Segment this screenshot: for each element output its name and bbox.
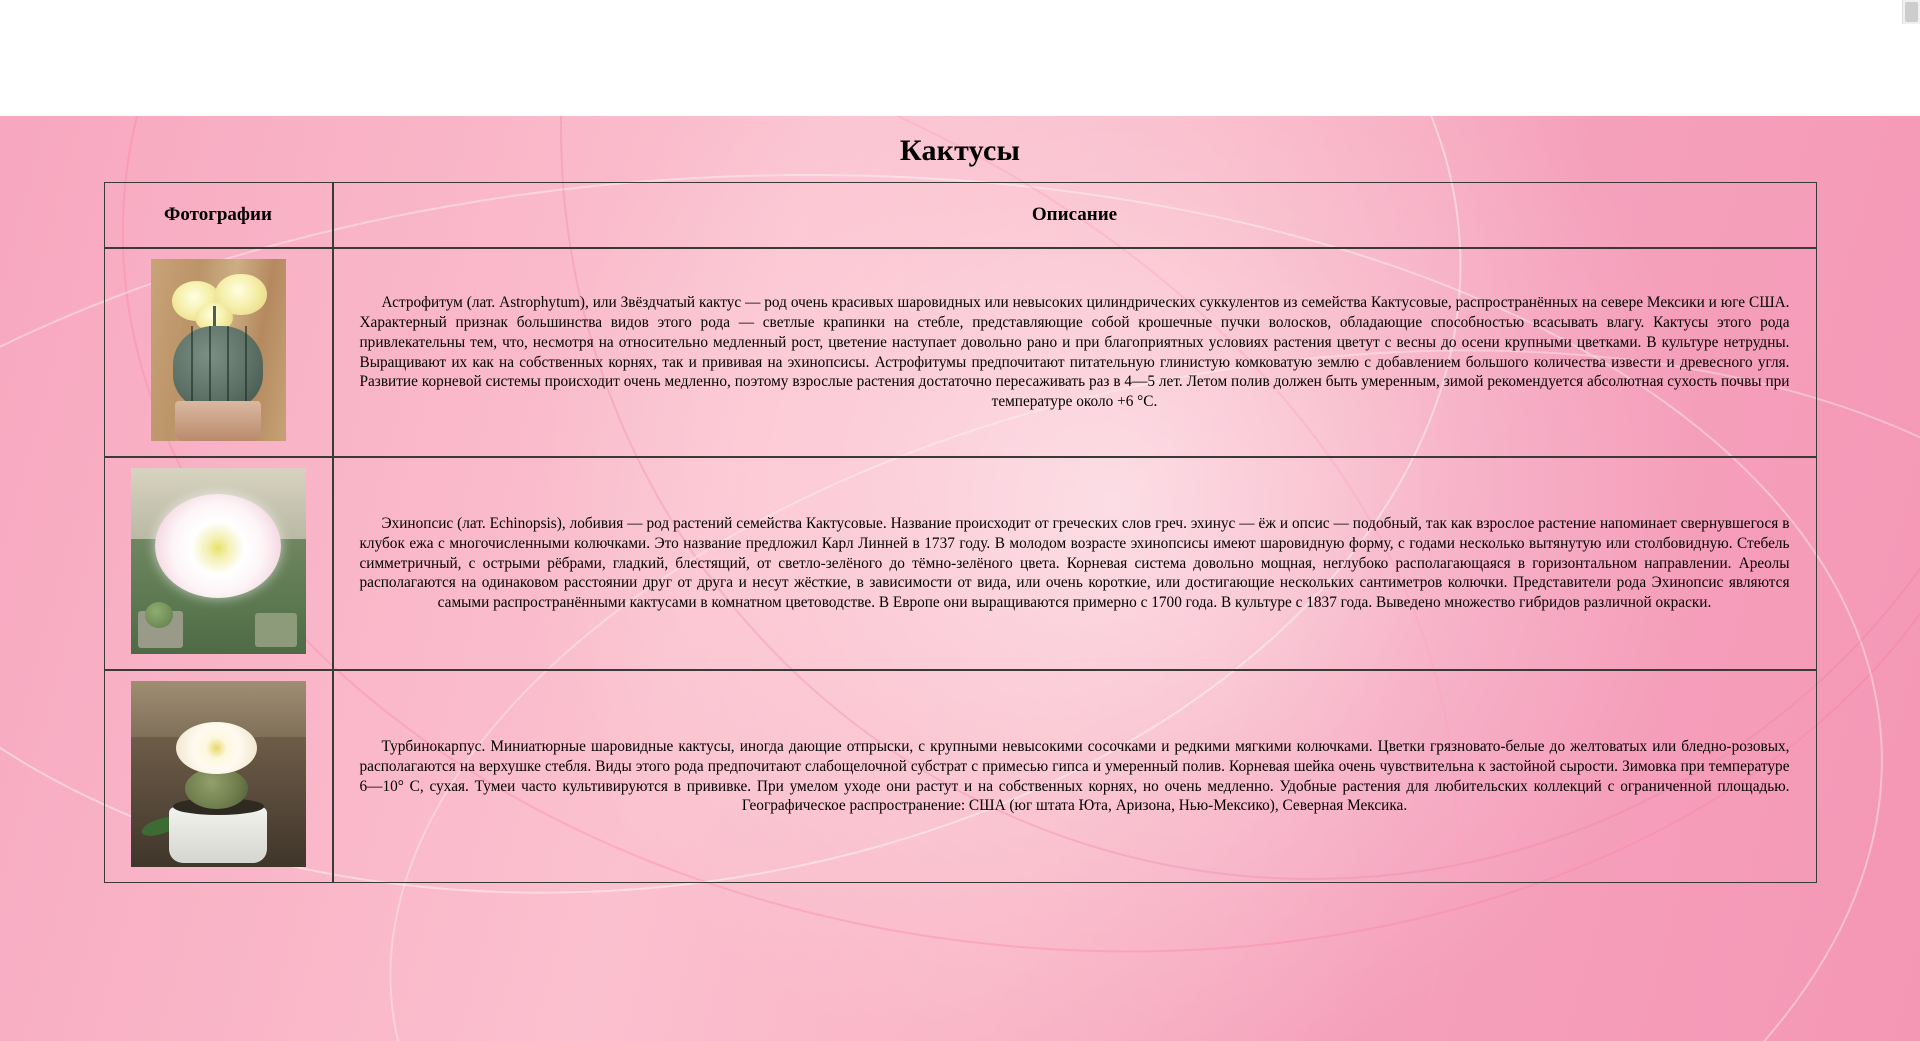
browser-white-strip: [0, 0, 1920, 116]
page-title: Кактусы: [899, 134, 1021, 167]
page-content: [0, 116, 1920, 883]
column-header-description: Описание: [333, 182, 1817, 248]
echinopsis-photo: [131, 468, 306, 654]
description-cell-astrophytum: [333, 248, 1817, 457]
description-text: Эхинопсис (лат. Echinopsis), лобивия — род растений семейства Кактусовые. Название происходит от греческих слов греч. эхинус — ёж и опсис — подобный, так как взрослое растение напоминает свернувшегося в клубок ежа с многочисленными колючками. Это название предложил Карл Линней в 1737 году. В молодом возрасте эхинопсисы имеют шаровидную форму, с годами несколько вытянутую или столбовидную. Стебель симметричный, с острыми рёбрами, гладкий, блестящий, от светло-зелёного до тёмно-зелёного цвета. Корневая система довольно мощная, неглубоко располагающаяся в горизонтальном направлении. Ареолы располагаются на одинаковом расстоянии друг от друга и несут жёсткие, в зависимости от вида, или очень короткие, или достигающие нескольких сантиметров колючки. Представители рода Эхинопсис являются самыми распространёнными кактусами в комнатном цветоводстве. В Европе они выращиваются примерно с 1700 года. В культуре с 1837 года. Выведено множество гибридов различной окраски.: [359, 514, 1790, 612]
table-header: [104, 182, 1817, 248]
description-text: Астрофитум (лат. Astrophytum), или Звёздчатый кактус — род очень красивых шаровидных или невысоких цилиндрических суккулентов из семейства Кактусовые, распространённых на севере Мексики и юге США. Характерный признак большинства видов этого рода — светлые крапинки на стебле, представляющие собой крошечные пучки волосков, обладающие способностью всасывать влагу. Кактусы этого рода привлекательны тем, что, несмотря на относительно медленный рост, цветение наступает довольно рано и при благоприятных условиях растения цветут с весны до осени крупными цветками. В культуре нетрудны. Выращивают их как на собственных корнях, так и прививая на эхинопсисы. Астрофитумы предпочитают питательную глинистую комковатую землю с добавлением большого количества извести и древесного угля. Развитие корневой системы происходит очень медленно, поэтому взрослые растения достаточно пересаживать раз в 4—5 лет. Летом полив должен быть умеренным, зимой рекомендуется абсолютная сухость почвы при температуре около +6 °C.: [359, 293, 1790, 411]
description-cell-echinopsis: [333, 457, 1817, 670]
cactus-table: [104, 182, 1817, 883]
table-row: [104, 670, 1817, 883]
page-background: [0, 116, 1920, 1041]
table-body: [104, 248, 1817, 883]
photo-cell-turbinicarpus: [104, 670, 333, 883]
column-header-photos: Фотографии: [104, 182, 333, 248]
description-text: Турбинокарпус. Миниатюрные шаровидные кактусы, иногда дающие отпрыски, с крупными невысокими сосочками и редкими мягкими колючками. Цветки грязновато-белые до желтоватых или бледно-розовых, располагаются на верхушке стебля. Виды этого рода предпочитают слабощелочной субстрат с примесью гипса и умеренный полив. Корневая шейка очень чувствительна к застойной сырости. Зимовка при температуре 6—10° С, сухая. Тумеи часто культивируются в прививке. При умелом уходе они растут и на собственных корнях, но очень медленно. Удобные растения для любительских коллекций с ограниченной площадью. Географическое распространение: США (юг штата Юта, Аризона, Нью-Мексико), Северная Мексика.: [359, 737, 1790, 815]
scrollbar-thumb[interactable]: [1905, 2, 1918, 22]
table-row: [104, 457, 1817, 670]
photo-cell-echinopsis: [104, 457, 333, 670]
astrophytum-photo: [151, 259, 286, 441]
table-header-row: [104, 182, 1817, 248]
photo-cell-astrophytum: [104, 248, 333, 457]
vertical-scrollbar[interactable]: [1902, 0, 1920, 24]
table-row: [104, 248, 1817, 457]
turbinicarpus-photo: [131, 681, 306, 867]
description-cell-turbinicarpus: [333, 670, 1817, 883]
